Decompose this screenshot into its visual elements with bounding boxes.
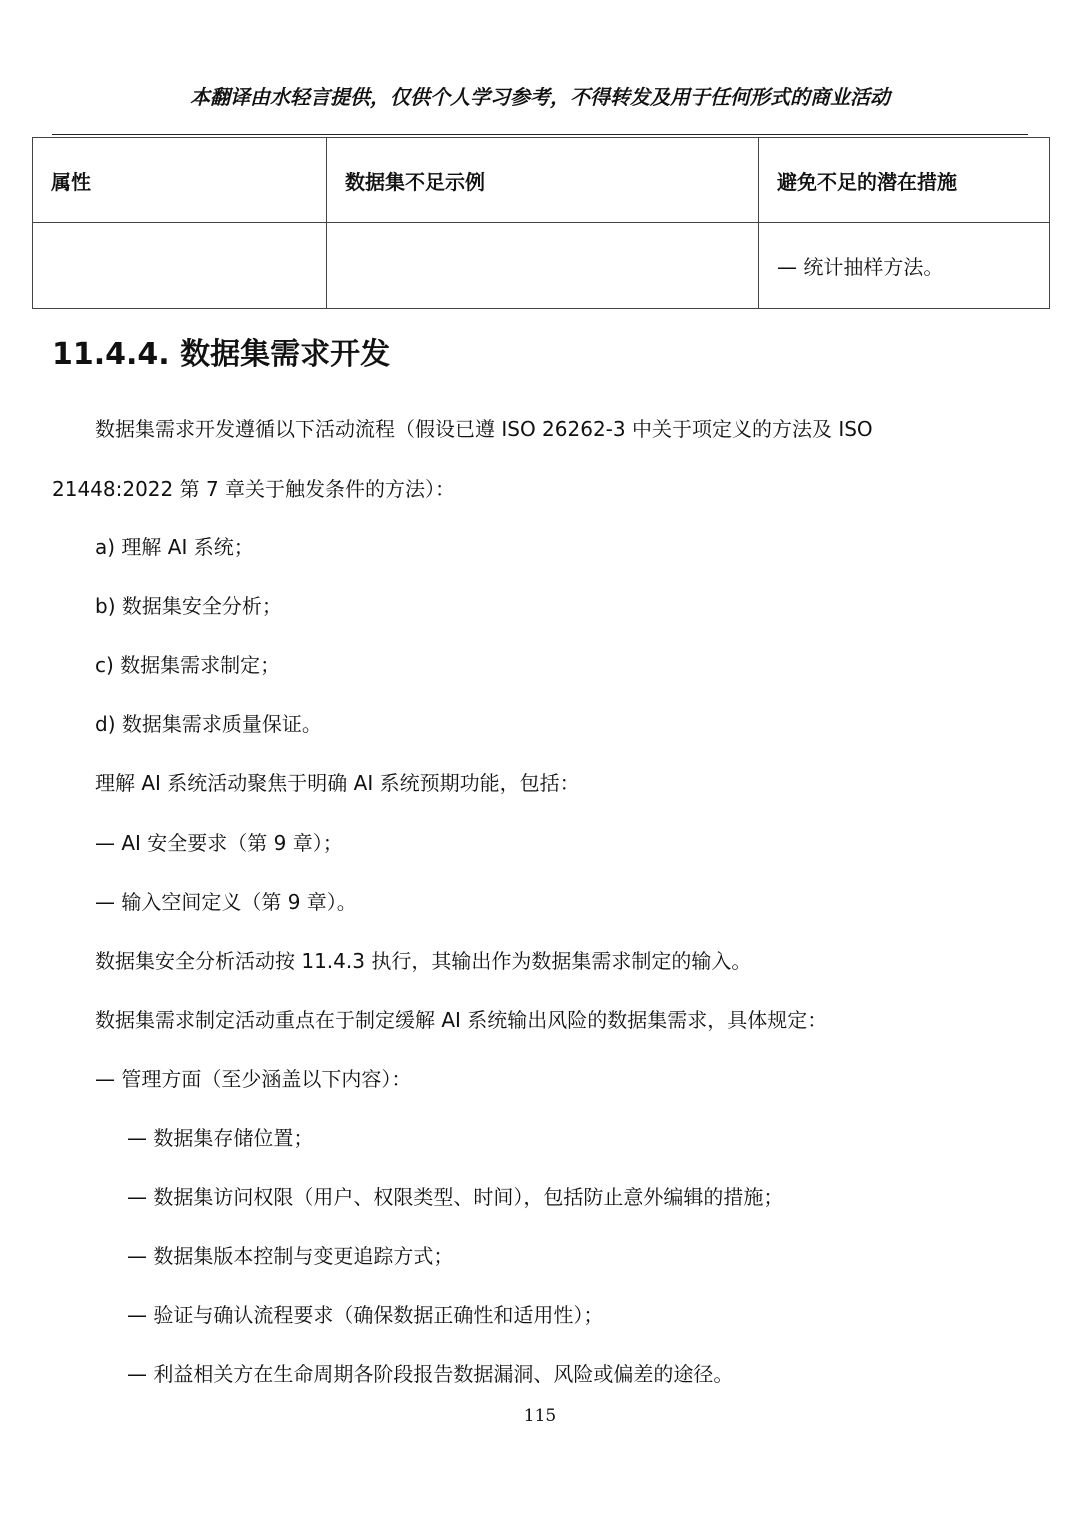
list-item: d) 数据集需求质量保证。 (95, 712, 322, 736)
list-item: — 输入空间定义（第 9 章）。 (95, 890, 357, 914)
table-cell: — 统计抽样方法。 (759, 223, 1050, 309)
table-header-cell: 避免不足的潜在措施 (759, 138, 1050, 223)
list-item: — 管理方面（至少涵盖以下内容）： (95, 1067, 412, 1091)
section-heading: 11.4.4. 数据集需求开发 (52, 337, 391, 372)
list-item: — 数据集存储位置； (127, 1126, 314, 1150)
table-header-cell: 数据集不足示例 (327, 138, 759, 223)
paragraph: 数据集安全分析活动按 11.4.3 执行，其输出作为数据集需求制定的输入。 (95, 949, 752, 973)
list-item: — 数据集版本控制与变更追踪方式； (127, 1244, 454, 1268)
dataset-insufficiency-table (32, 137, 1050, 309)
list-item: — 验证与确认流程要求（确保数据正确性和适用性）； (127, 1303, 604, 1327)
table-header-cell: 属性 (33, 138, 327, 223)
intro-paragraph-line: 21448:2022 第 7 章关于触发条件的方法）： (52, 477, 456, 501)
table-cell (33, 223, 327, 309)
list-item: c) 数据集需求制定； (95, 653, 281, 677)
list-item: — AI 安全要求（第 9 章）； (95, 831, 343, 855)
table-cell (327, 223, 759, 309)
table-header-row (33, 138, 1050, 223)
table-row (33, 223, 1050, 309)
list-item: a) 理解 AI 系统； (95, 535, 254, 559)
intro-paragraph-line: 数据集需求开发遵循以下活动流程（假设已遵 ISO 26262-3 中关于项定义的方法及 ISO (95, 417, 873, 441)
list-item: — 数据集访问权限（用户、权限类型、时间），包括防止意外编辑的措施； (127, 1185, 784, 1209)
paragraph: 数据集需求制定活动重点在于制定缓解 AI 系统输出风险的数据集需求，具体规定： (95, 1008, 828, 1032)
page-header-notice: 本翻译由水轻言提供，仅供个人学习参考，不得转发及用于任何形式的商业活动 (190, 85, 890, 109)
header-divider (52, 134, 1028, 135)
paragraph: 理解 AI 系统活动聚焦于明确 AI 系统预期功能，包括： (95, 771, 580, 795)
page-number: 115 (523, 1406, 557, 1426)
list-item: b) 数据集安全分析； (95, 594, 282, 618)
list-item: — 利益相关方在生命周期各阶段报告数据漏洞、风险或偏差的途径。 (127, 1362, 734, 1386)
